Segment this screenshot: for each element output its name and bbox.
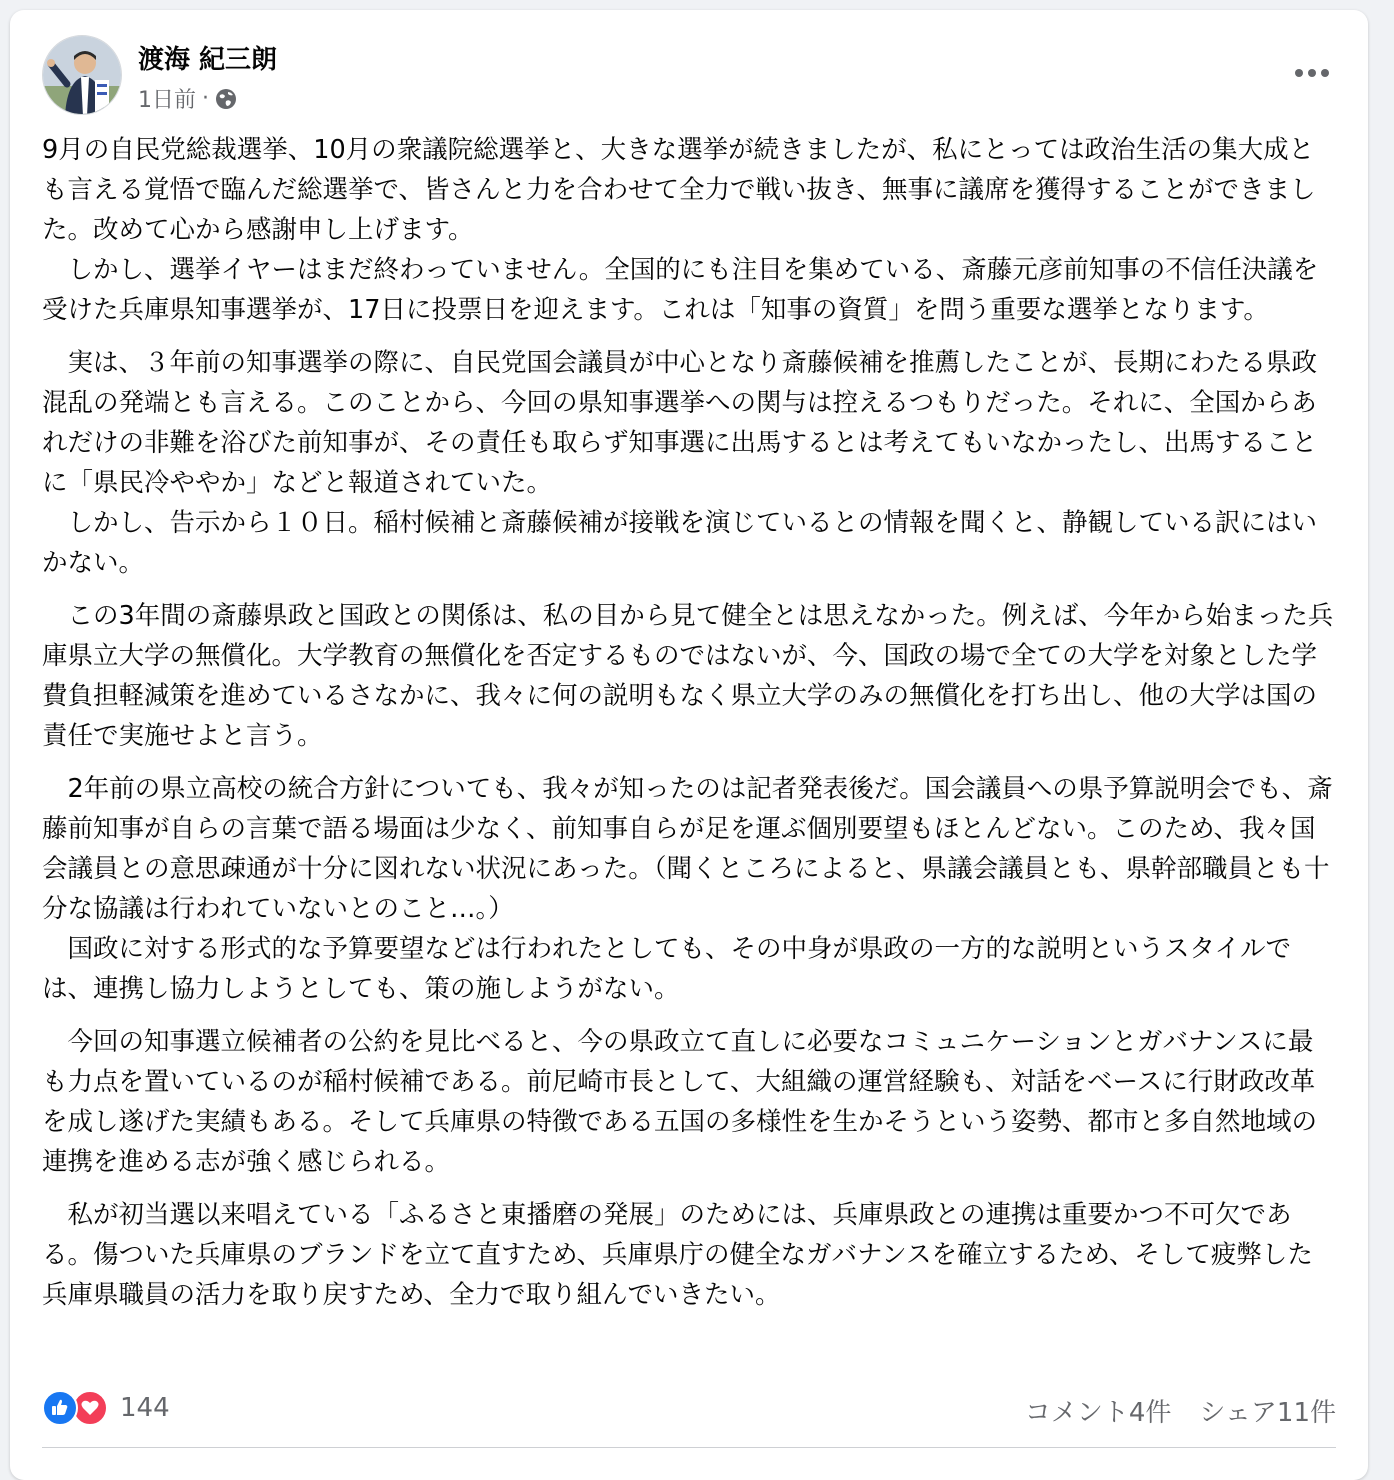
engagement-stats [1025, 1392, 1336, 1429]
shares-count-link[interactable]: シェア11件 [1199, 1398, 1336, 1428]
meta-separator: · [202, 86, 209, 111]
author-name[interactable]: 渡海 紀三朗 [138, 45, 278, 75]
post-card [10, 10, 1368, 1480]
post-header [42, 35, 1336, 115]
post-paragraph: 2年前の県立高校の統合方針についても、我々が知ったのは記者発表後だ。国会議員への県予算説明会でも、斎藤前知事が自らの言葉で語る場面は少なく、前知事自らが足を運ぶ個別要望もほとんどない。このため、我々国会議員との意思疎通が十分に図れない状況にあった。（聞くところによると、県議会議員とも、県幹部職員とも十分な協議は行われていないとのこと…。） 国政に対する形式的な予算要望などは行われたとしても、その中身が県政の一方的な説明というスタイルでは、連携し協力しようとしても、策の施しようがない。 [42, 774, 1333, 1004]
comments-count-link[interactable]: コメント4件 [1024, 1398, 1172, 1428]
post-paragraph: 今回の知事選立候補者の公約を見比べると、今の県政立て直しに必要なコミュニケーションとガバナンスに最も力点を置いているのが稲村候補である。前尼崎市長として、大組織の運営経験も、対話をベースに行財政改革を成し遂げた実績もある。そして兵庫県の特徴である五国の多様性を生かそうという姿勢、都市と多自然地域の連携を進める志が強く感じられる。 [42, 1027, 1318, 1177]
post-body [42, 130, 1338, 1328]
post-footer [42, 1388, 1336, 1432]
more-horizontal-icon [1294, 68, 1330, 78]
reactions-summary[interactable] [42, 1390, 170, 1426]
footer-divider [42, 1447, 1336, 1448]
reaction-count: 144 [120, 1393, 170, 1423]
globe-icon [215, 88, 237, 110]
avatar[interactable] [42, 35, 122, 115]
like-icon [42, 1390, 78, 1426]
post-paragraph: この3年間の斎藤県政と国政との関係は、私の目から見て健全とは思えなかった。例えば、今年から始まった兵庫県立大学の無償化。大学教育の無償化を否定するものではないが、今、国政の場で全ての大学を対象とした学費負担軽減策を進めているさなかに、我々に何の説明もなく県立大学のみの無償化を打ち出し、他の大学は国の責任で実施せよと言う。 [42, 601, 1334, 751]
post-paragraph: 実は、３年前の知事選挙の際に、自民党国会議員が中心となり斎藤候補を推薦したことが、長期にわたる県政混乱の発端とも言える。このことから、今回の県知事選挙への関与は控えるつもりだった。それに、全国からあれだけの非難を浴びた前知事が、その責任も取らず知事選に出馬するとは考えてもいなかったし、出馬することに「県民冷ややか」などと報道されていた。 しかし、告示から１０日。稲村候補と斎藤候補が接戦を演じているとの情報を聞くと、静観している訳にはいかない。 [42, 348, 1318, 578]
more-options-button[interactable] [1288, 49, 1336, 97]
post-paragraph: 私が初当選以来唱えている「ふるさと東播磨の発展」のためには、兵庫県政との連携は重要かつ不可欠である。傷ついた兵庫県のブランドを立て直すため、兵庫県庁の健全なガバナンスを確立するため、そして疲弊した兵庫県職員の活力を取り戻すため、全力で取り組んでいきたい。 [42, 1200, 1313, 1310]
post-paragraph: 9月の自民党総裁選挙、10月の衆議院総選挙と、大きな選挙が続きましたが、私にとっては政治生活の集大成とも言える覚悟で臨んだ総選挙で、皆さんと力を合わせて全力で戦い抜き、無事に議席を獲得することができました。改めて心から感謝申し上げます。 しかし、選挙イヤーはまだ終わっていません。全国的にも注目を集めている、斎藤元彦前知事の不信任決議を受けた兵庫県知事選挙が、17日に投票日を迎えます。これは「知事の資質」を問う重要な選挙となります。 [42, 135, 1319, 325]
post-meta [138, 83, 237, 114]
post-time[interactable]: 1日前 [138, 88, 196, 113]
